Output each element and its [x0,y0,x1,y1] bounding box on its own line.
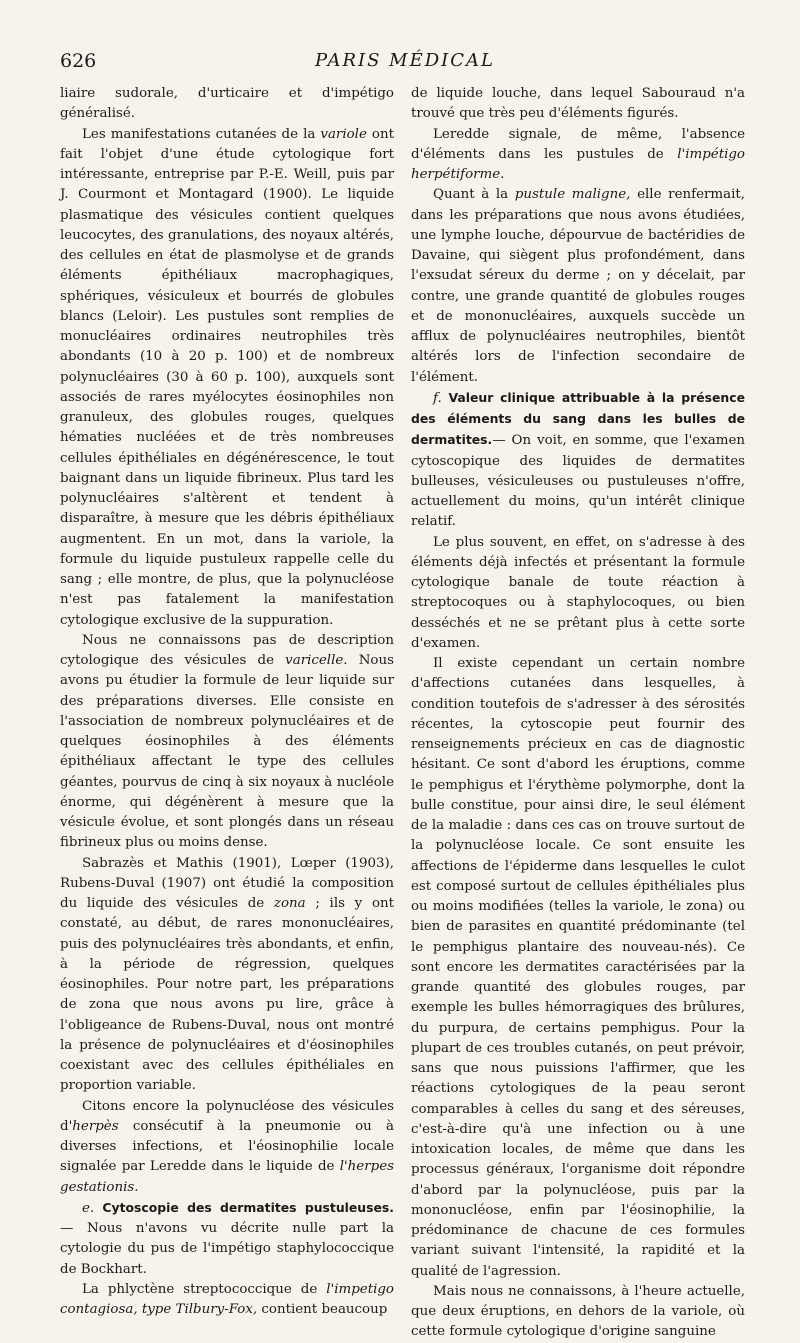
paragraph [411,185,745,388]
paragraph [60,1280,394,1321]
paragraph-text: zona [273,896,306,911]
paragraph-text: ; ils y ont constaté, au début, de rares mononucléaires, puis des polynucléaires très abondants, et enfin, à la période de régression, quelques éosinophiles. Pour notre part, les préparations de zona que nous avons pu lire, grâce à l'obligeance de Rubens-Duval, nous ont montré la présence de polynucléaires et d'éosinophiles coexistant avec des cellules épithéliales en proportion variable. [60,896,395,1094]
page-header [60,50,750,76]
paragraph-text: herpès [72,1118,119,1134]
paragraph-text: l'impetigo contagiosa, type Tilbury-Fox, [60,1281,394,1317]
paragraph-text: de liquide louche, dans lequel Sabouraud n'a trouvé que très peu d'éléments figurés. [411,86,745,122]
journal-title: PARIS MÉDICAL [314,50,495,71]
paragraph-text: contient beaucoup [257,1302,388,1317]
paragraph-text: l'impétigo herpétiforme. [411,146,745,182]
paragraph [60,125,394,631]
paragraph-text: Les manifestations cutanées de la [82,126,321,142]
paragraph [60,84,394,125]
paragraph [411,1282,745,1343]
paragraph-text: l'herpes gestationis. [60,1159,394,1195]
paragraph-text: La phlyctène streptococcique de [82,1281,327,1297]
paragraph-text: elle renfermait, dans les préparations que nous avons étudiées, une lymphe louche, dépourvue de bactéridies de Davaine, qui siègent plus profondément, dans l'exsudat séreux du derme ; on y décelait, par contre, une grande quantité de globules rouges et de mononucléaires, auxquels succède un afflux de polynucléaires neutrophiles, bientôt altérés lors de l'infection secondaire de l'élément. [411,187,745,385]
paragraph [60,1097,394,1198]
paragraph-text: Quant à la [433,187,515,203]
paragraph [411,654,745,1282]
paragraph-text: Il existe cependant un certain nombre d'affections cutanées dans lesquelles, à condition toutefois de s'adresser à des sérosités récentes, la cytoscopie peut fournir des renseignements précieux en cas de diagnostic hésitant. Ce sont d'abord les éruptions, comme le pemphigus et l'érythème polymorphe, dont la bulle constitue, pour ainsi dire, le seul élément de la maladie : dans ces cas on trouve surtout de la polynucléose locale. Ce sont ensuite les affections de l'épiderme dans lesquelles le culot est composé surtout de cellules épithéliales plus ou moins modifiées (telles la variole, le zona) ou bien de parasites en quantité prédominante (tel le pemphigus plantaire des nouveau-nés). Ce sont encore les dermatites caractérisées par la grande quantité des globules rouges, par exemple les bulles hémorragiques des brûlures, du purpura, de certains pemphigus. Pour la plupart de ces troubles cutanés, on peut prévoir, sans que nous puissions l'affirmer, que les réactions cytologiques de la peau seront comparables à celles du sang et des séreuses, c'est-à-dire qu'à une infection ou à une intoxication locales, de même que dans les processus généraux, l'organisme doit répondre d'abord par la polynucléose, puis par la mononucléose, enfin par l'éosinophilie, la prédominance de chacune de ces formules variant suivant l'intensité, la rapidité et la qualité de l'agression. [411,656,745,1279]
paragraph-text: ont fait l'objet d'une étude cytologique fort intéressante, entreprise par P.-E. Weill, puis par J. Courmont et Montagard (1900). Le liquide plasmatique des vésicules contient quelques leucocytes, des granulations, des noyaux altérés, des cellules en état de plasmolyse et de grands éléments épithéliaux macrophagiques, sphériques, vésiculeux et bourrés de globules blancs (Leloir). Les pustules sont remplies de monucléaires ordinaires neutrophiles très abondants (10 à 20 p. 100) et de nombreux polynucléaires (30 à 60 p. 100), auxquels sont associés de rares myélocytes éosinophiles non granuleux, des globules rouges, quelques hématies nucléées et de très nombreuses cellules épithéliales en dégénérescence, le tout baignant dans un liquide fibrineux. Plus tard les polynucléaires s'altèrent et tendent à disparaître, à mesure que les débris épithéliaux augmentent. En un mot, dans la variole, la formule du liquide pustuleux rappelle celle du sang ; elle montre, de plus, que la polynucléose n'est pas fatalement la manifestation cytologique exclusive de la suppuration. [60,126,394,628]
paragraph-text: Nous ne connaissons pas de description cytologique des vésicules de [60,632,394,668]
paragraph-text: e. [82,1200,103,1216]
section-heading: Valeur clinique attribuable à la présence des éléments du sang dans les bulles de dermatites. [411,389,745,448]
paragraph-text: variole [320,126,367,142]
right-column [411,84,745,1343]
paragraph [411,533,745,655]
paragraph-text: Citons encore la polynucléose des vésicules d' [60,1098,394,1134]
paragraph-text: Mais nous ne connaissons, à l'heure actuelle, que deux éruptions, en dehors de la variole, où cette formule cytologique d'origine sanguine [411,1283,745,1340]
paragraph-text: Leredde signale, de même, l'absence d'éléments dans les pustules de [411,126,745,162]
paragraph-text: consécutif à la pneumonie ou à diverses infections, et l'éosinophilie locale signalée par Leredde dans le liquide de [60,1118,394,1175]
paragraph-text: — Nous n'avons vu décrite nulle part la cytologie du pus de l'impétigo staphylococcique de Bockhart. [60,1221,394,1277]
paragraph-text: pustule maligne, [514,187,631,203]
paragraph-text: varicelle. [285,653,348,668]
paragraph-text: — On voit, en somme, que l'examen cytoscopique des liquides de dermatites bulleuses, vésiculeuses ou pustuleuses n'offre, actuellement du moins, qu'un intérêt clinique relatif. [411,433,745,530]
page-number: 626 [60,50,97,72]
paragraph [60,1198,394,1280]
paragraph-text: Le plus souvent, en effet, on s'adresse à des éléments déjà infectés et présentant la formule cytologique banale de toute réaction à streptocoques ou à staphylocoques, ou bien desséchés et ne se prêtant plus à cette sorte d'examen. [411,534,745,651]
paragraph-text: f. [433,390,449,406]
paragraph-text: Sabrazès et Mathis (1901), Lœper (1903), Rubens-Duval (1907) ont étudié la composition du liquide des vésicules de [60,855,394,911]
paragraph [411,388,745,533]
paragraph [411,125,745,186]
paragraph [60,854,394,1097]
paragraph-text: liaire sudorale, d'urticaire et d'impétigo généralisé. [60,86,394,122]
section-heading: Cytoscopie des dermatites pustuleuses. [102,1199,394,1215]
paragraph [411,84,745,125]
paragraph [60,631,394,854]
left-column [60,84,394,1320]
paragraph-text: Nous avons pu étudier la formule de leur liquide sur des préparations diverses. Elle consiste en l'association de nombreux polynucléaires et de quelques éosinophiles à des éléments épithéliaux affectant le type des cellules géantes, pourvus de cinq à six noyaux à nucléole énorme, qui dégénèrent à mesure que la vésicule évolue, et sont plongés dans un réseau fibrineux plus ou moins dense. [60,653,394,851]
